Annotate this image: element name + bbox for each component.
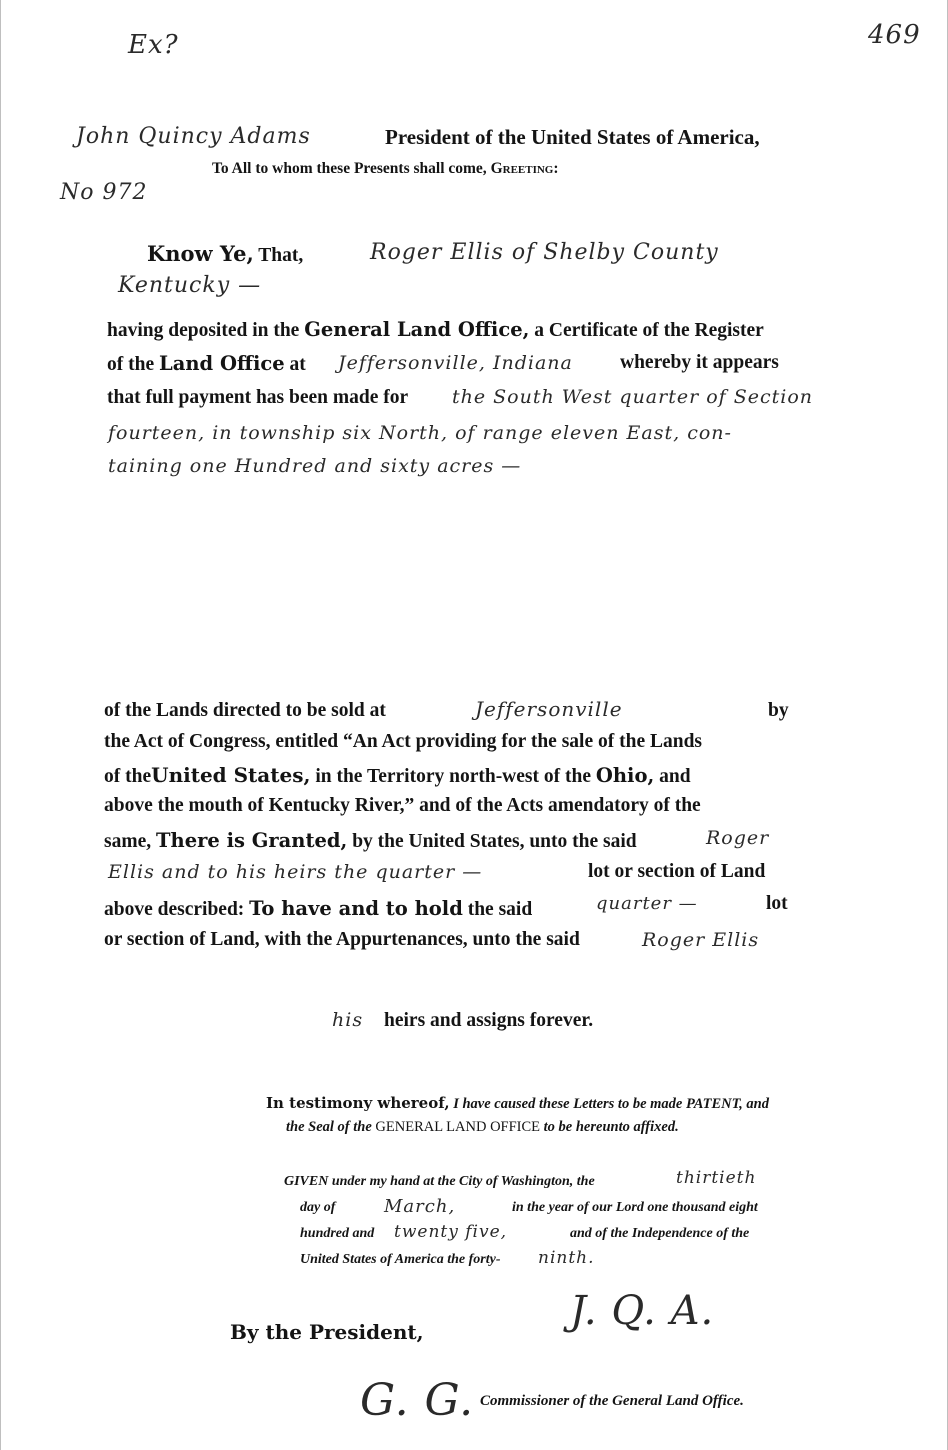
given-line-3-pre: hundred and bbox=[300, 1226, 375, 1241]
corner-mark: Ex? bbox=[128, 30, 179, 60]
affixed-text: to be hereunto affixed. bbox=[543, 1119, 679, 1135]
testimony-line-2 bbox=[286, 1119, 679, 1136]
by-the-president-heading: By the President, bbox=[230, 1320, 424, 1344]
grantee-handwritten: Roger Ellis of Shelby County bbox=[370, 240, 719, 265]
his-handwritten: his bbox=[332, 1009, 364, 1031]
act-line-8: or section of Land, with the Appurtenances, unto the said bbox=[104, 929, 580, 950]
register-text: a Certificate of the Register bbox=[534, 320, 764, 341]
land-description-hw-1: the South West quarter of Section bbox=[452, 386, 814, 408]
act-line-3 bbox=[104, 763, 691, 788]
general-land-office-heading: General Land Office, bbox=[304, 318, 530, 341]
act-line-4: above the mouth of Kentucky River,” and of the Acts amendatory of the bbox=[104, 795, 701, 816]
ohio-heading: Ohio, bbox=[595, 764, 655, 787]
seal-text: the Seal of the bbox=[286, 1119, 372, 1135]
given-line-4-pre: United States of America the forty- bbox=[300, 1252, 501, 1267]
greeting-word: Greeting: bbox=[490, 160, 559, 177]
land-description-hw-3: taining one Hundred and sixty acres — bbox=[108, 455, 522, 477]
grantee-handwritten-c: Roger Ellis bbox=[642, 929, 760, 951]
act-line-1: of the Lands directed to be sold at bbox=[104, 700, 386, 721]
act-line-2: the Act of Congress, entitled “An Act providing for the sale of the Lands bbox=[104, 731, 703, 752]
president-initials-signature: J. Q. A. bbox=[570, 1288, 715, 1334]
there-is-granted-heading: There is Granted, bbox=[156, 829, 348, 852]
greeting-line bbox=[212, 160, 559, 178]
testimony-text: I have caused these Letters to be made PATENT, and bbox=[453, 1096, 769, 1112]
testimony-line-1 bbox=[266, 1094, 769, 1113]
given-line-3-post: and of the Independence of the bbox=[570, 1226, 750, 1241]
president-title: President of the United States of America, bbox=[385, 125, 760, 149]
whereby-text: whereby it appears bbox=[620, 352, 779, 373]
the-said-text: the said bbox=[467, 899, 533, 920]
land-office-heading: Land Office bbox=[159, 352, 285, 375]
act-line-5 bbox=[104, 829, 637, 853]
of-the-text-2: of the bbox=[104, 766, 152, 787]
deposit-line-1 bbox=[107, 318, 764, 342]
know-ye-heading: Know Ye, bbox=[147, 241, 254, 266]
territory-text: in the Territory north-west of the bbox=[315, 766, 591, 787]
day-handwritten: thirtieth bbox=[676, 1168, 757, 1188]
given-line-2-pre: day of bbox=[300, 1200, 336, 1215]
left-page-edge bbox=[0, 0, 1, 1450]
sale-place-handwritten: Jeffersonville bbox=[475, 697, 623, 721]
folio-number: 469 bbox=[868, 20, 921, 50]
month-handwritten: March, bbox=[384, 1196, 456, 1217]
glo-caps-text: GENERAL LAND OFFICE bbox=[375, 1119, 541, 1135]
united-states-heading: United States, bbox=[151, 763, 311, 787]
land-description-hw-2: fourteen, in township six North, of range eleven East, con- bbox=[108, 422, 732, 444]
year-handwritten: twenty five, bbox=[394, 1222, 508, 1242]
deposit-text: having deposited in the bbox=[107, 320, 300, 341]
payment-line: that full payment has been made for bbox=[107, 387, 409, 408]
lot-or-section-text: lot or section of Land bbox=[588, 861, 766, 882]
deposit-line-2 bbox=[107, 352, 306, 376]
grantee-handwritten-b: Ellis and to his heirs the quarter — bbox=[108, 861, 483, 883]
independence-year-handwritten: ninth. bbox=[538, 1248, 595, 1268]
above-described-text: above described: bbox=[104, 899, 245, 920]
by-text: by bbox=[768, 700, 789, 721]
same-text: same, bbox=[104, 831, 152, 852]
of-the-text: of the bbox=[107, 354, 155, 375]
act-line-7 bbox=[104, 897, 532, 921]
heirs-text: heirs and assigns forever. bbox=[384, 1010, 594, 1031]
that-word: That, bbox=[258, 245, 304, 266]
given-line-2-post: in the year of our Lord one thousand eight bbox=[512, 1200, 758, 1215]
quarter-handwritten: quarter — bbox=[596, 893, 698, 914]
greeting-prefix: To All to whom these Presents shall come, bbox=[212, 160, 487, 177]
commissioner-title: Commissioner of the General Land Office. bbox=[480, 1393, 744, 1409]
at-text: at bbox=[289, 354, 306, 375]
commissioner-initials-signature: G. G. bbox=[360, 1375, 475, 1426]
and-text: and bbox=[659, 766, 691, 787]
unto-said-text: by the United States, unto the said bbox=[352, 831, 637, 852]
grantee-handwritten-2: Kentucky — bbox=[118, 273, 262, 298]
office-location-handwritten: Jeffersonville, Indiana bbox=[338, 352, 573, 374]
testimony-heading: In testimony whereof, bbox=[266, 1094, 450, 1112]
given-line-1: GIVEN under my hand at the City of Washington, the bbox=[284, 1174, 595, 1189]
grantee-handwritten-a: Roger bbox=[706, 827, 770, 849]
patent-number: No 972 bbox=[60, 180, 148, 205]
to-have-heading: To have and to hold bbox=[249, 897, 463, 920]
lot-text: lot bbox=[766, 893, 788, 914]
know-ye-line bbox=[147, 241, 303, 267]
president-name-handwritten: John Quincy Adams bbox=[76, 124, 311, 149]
